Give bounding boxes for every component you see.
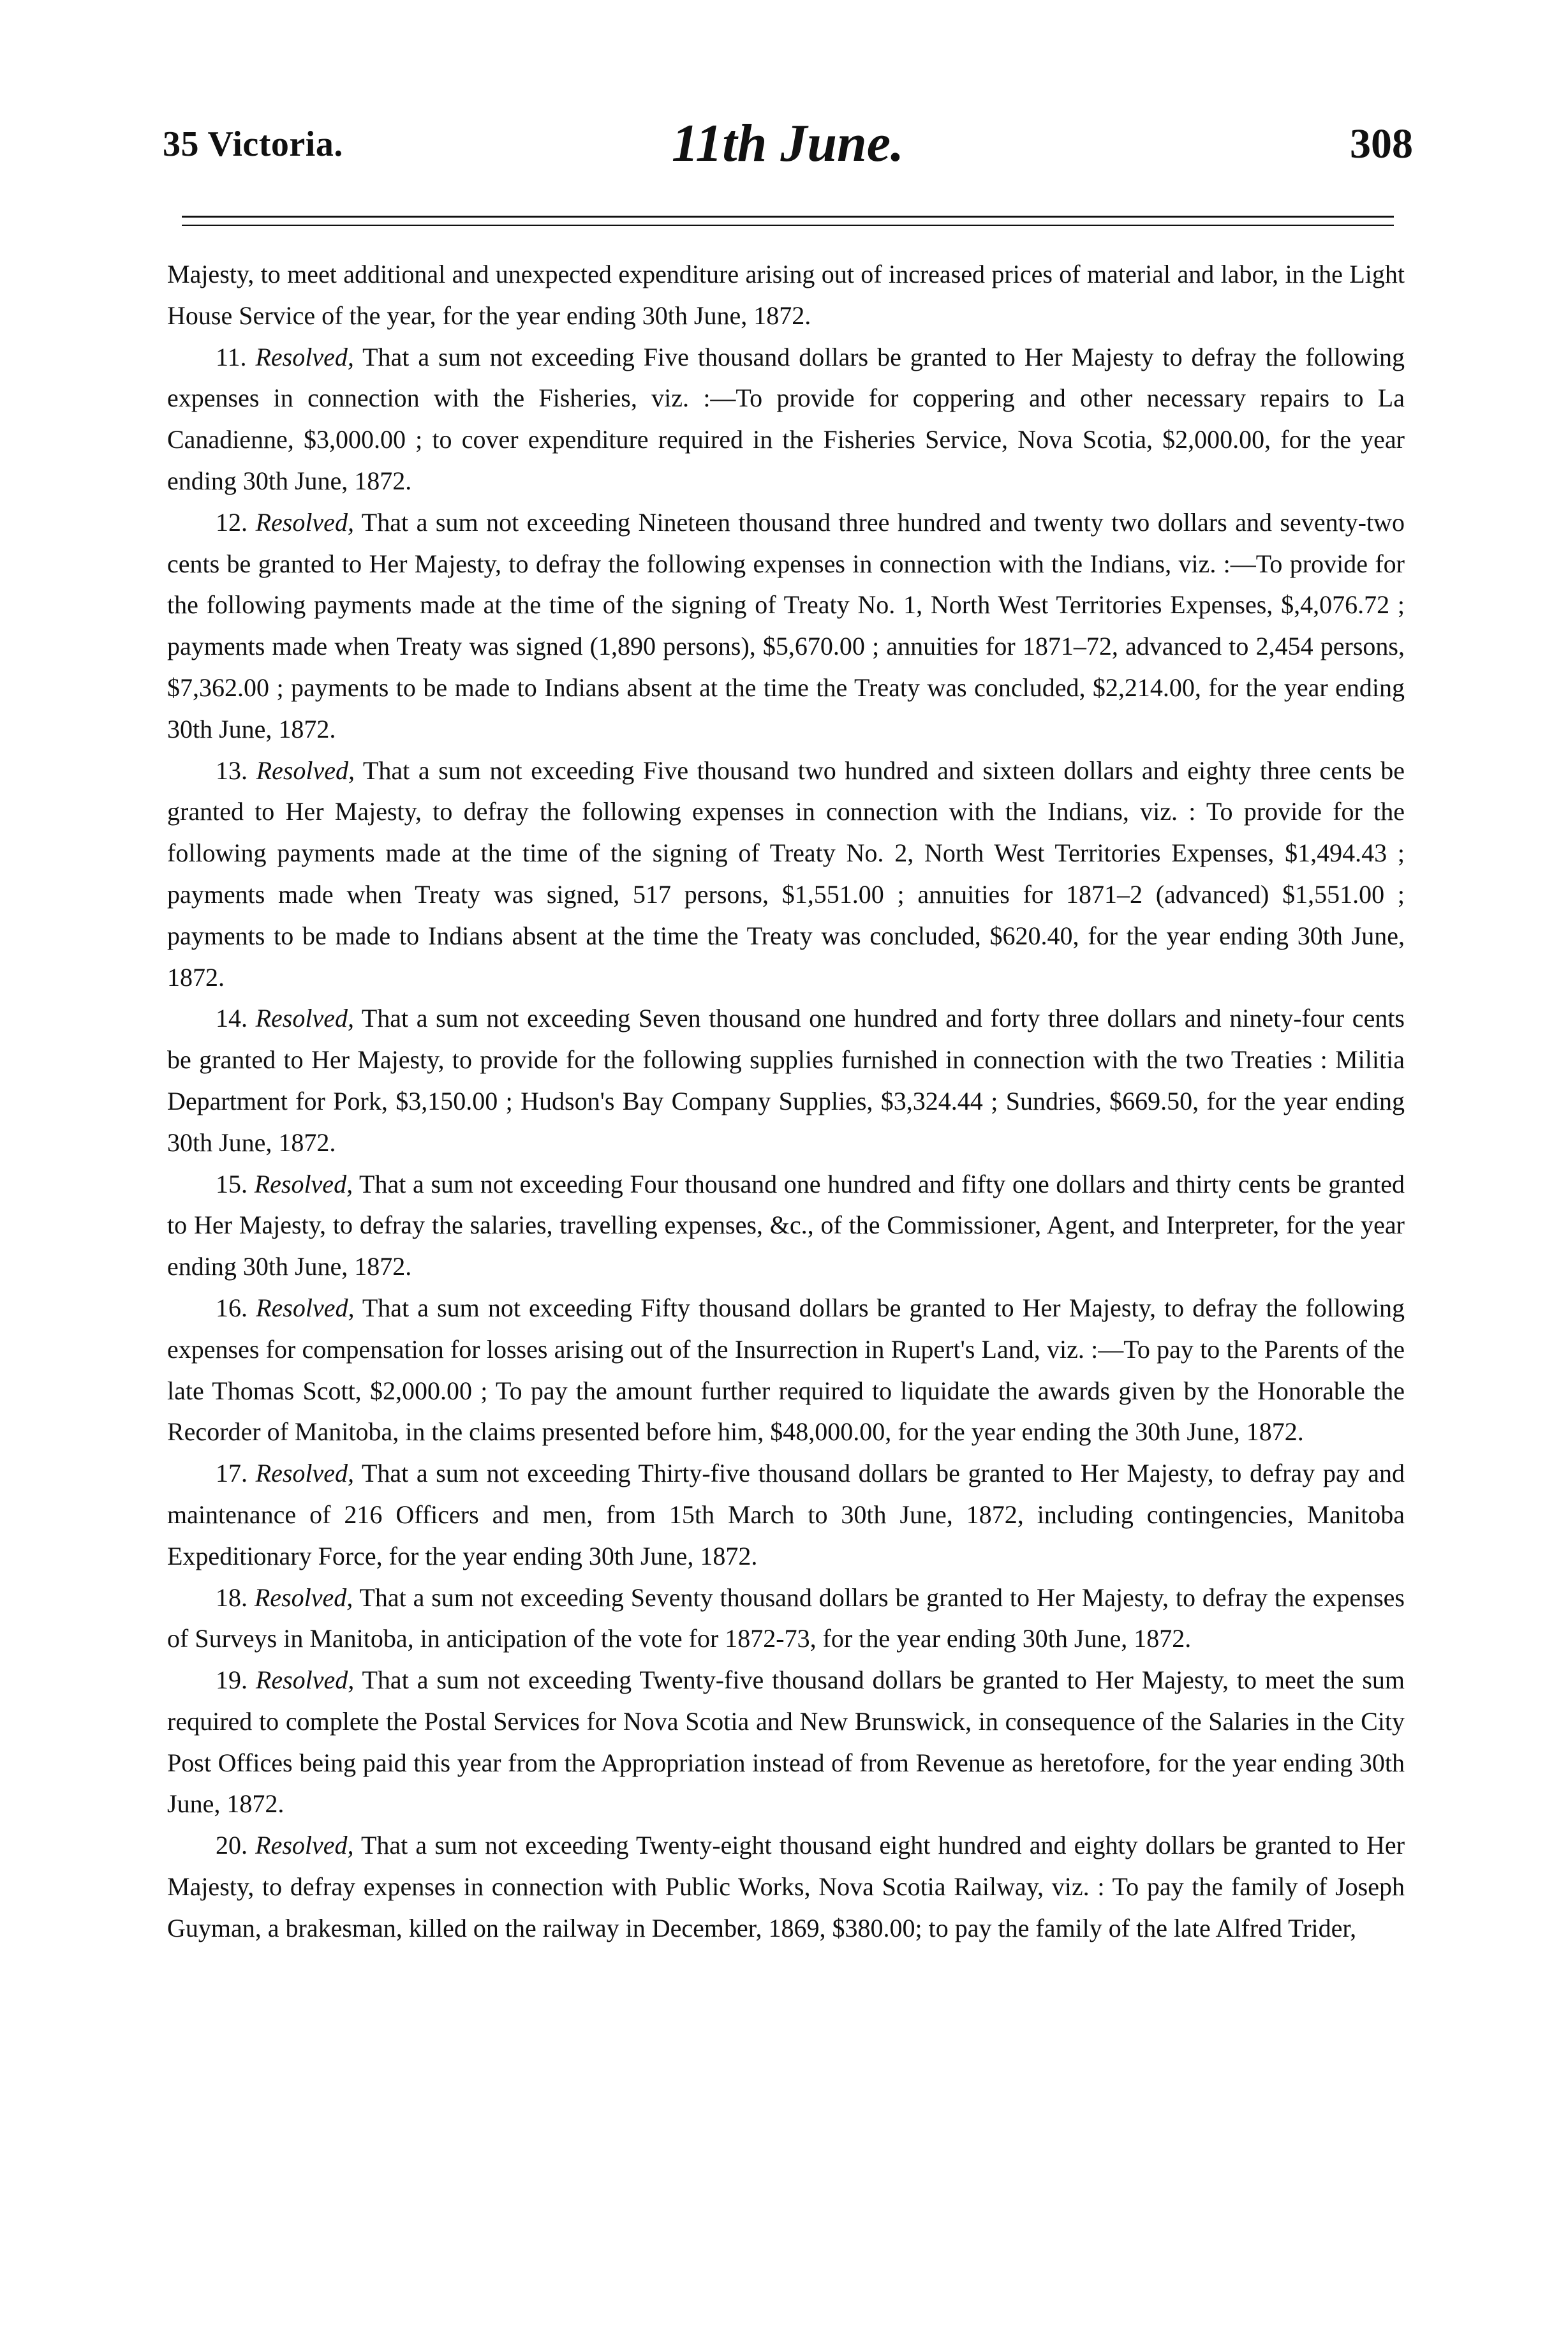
resolutions-body: [167, 254, 1405, 1949]
header-rule-bottom: [182, 225, 1394, 226]
resolution-17: [167, 1453, 1405, 1577]
resolution-text: That a sum not exceeding Five thousand dollars be granted to Her Majesty to defray the following expenses in connection with the Fisheries, viz. :—To provide for coppering and other necessary repairs to La Canadienne, $3,000.00 ; to cover expenditure required in the Fisheries Service, Nova Scotia, $2,000.00, for the year ending 30th June, 1872.: [167, 342, 1405, 495]
resolved-label: Resolved,: [255, 1004, 354, 1033]
resolution-15: [167, 1164, 1405, 1288]
resolved-label: Resolved,: [256, 1293, 355, 1322]
page-number: 308: [1350, 121, 1413, 167]
resolution-number: 20.: [216, 1831, 248, 1860]
resolution-20: [167, 1825, 1405, 1949]
resolution-13: [167, 750, 1405, 999]
resolution-19: [167, 1660, 1405, 1825]
running-head-date: 11th June.: [671, 114, 905, 173]
resolved-label: Resolved,: [255, 1831, 354, 1860]
resolution-text: That a sum not exceeding Twenty-five thousand dollars be granted to Her Majesty, to meet the sum required to complete the Postal Services for Nova Scotia and New Brunswick, in consequence of the Salaries in the City Post Offices being paid this year from the Appropriation instead of from Revenue as heretofore, for the year ending 30th June, 1872.: [167, 1665, 1405, 1819]
resolution-number: 14.: [216, 1004, 248, 1033]
header-rule-top: [182, 216, 1394, 218]
running-head-regnal-year: 35 Victoria.: [163, 124, 343, 164]
page-header: [163, 108, 1413, 179]
resolved-label: Resolved,: [254, 1583, 353, 1612]
resolution-text: That a sum not exceeding Four thousand one hundred and fifty one dollars and thirty cents be granted to Her Majesty, to defray the salaries, travelling expenses, &c., of the Commissioner, Agent, and Interpreter, for the year ending 30th June, 1872.: [167, 1169, 1405, 1281]
resolution-number: 13.: [216, 756, 248, 785]
resolved-label: Resolved,: [255, 507, 354, 537]
resolved-label: Resolved,: [255, 1459, 355, 1488]
resolution-text: That a sum not exceeding Seventy thousand dollars be granted to Her Majesty, to defray the expenses of Surveys in Manitoba, in anticipation of the vote for 1872-73, for the year ending 30th June, 1872.: [167, 1583, 1405, 1653]
resolution-text: That a sum not exceeding Thirty-five thousand dollars be granted to Her Majesty, to defray pay and maintenance of 216 Officers and men, from 15th March to 30th June, 1872, including contingencies, Manitoba Expeditionary Force, for the year ending 30th June, 1872.: [167, 1459, 1405, 1570]
resolution-number: 18.: [216, 1583, 248, 1612]
resolution-14: [167, 998, 1405, 1163]
resolution-number: 11.: [216, 342, 247, 371]
resolution-text: That a sum not exceeding Seven thousand one hundred and forty three dollars and ninety-four cents be granted to Her Majesty, to provide for the following supplies furnished in connection with the two Treaties : Militia Department for Pork, $3,150.00 ; Hudson's Bay Company Supplies, $3,324.44 ; Sundries, $669.50, for the year ending 30th June, 1872.: [167, 1004, 1405, 1157]
resolution-number: 16.: [216, 1293, 248, 1322]
resolved-label: Resolved,: [255, 342, 354, 371]
resolution-18: [167, 1577, 1405, 1660]
resolution-number: 12.: [216, 507, 248, 537]
resolution-12: [167, 502, 1405, 750]
resolved-label: Resolved,: [256, 756, 355, 785]
resolution-text: That a sum not exceeding Five thousand two hundred and sixteen dollars and eighty three cents be granted to Her Majesty, to defray the following expenses in connection with the Indians, viz. : To provide for the following payments made at the time of the signing of Treaty No. 2, North West Territories Expenses, $1,494.43 ; payments made when Treaty was signed, 517 persons, $1,551.00 ; annuities for 1871–2 (advanced) $1,551.00 ; payments to be made to Indians absent at the time the Treaty was concluded, $620.40, for the year ending 30th June, 1872.: [167, 756, 1405, 992]
resolution-11: [167, 337, 1405, 502]
resolution-16: [167, 1288, 1405, 1453]
resolution-number: 15.: [216, 1169, 248, 1198]
paragraph-continuation: [167, 254, 1405, 337]
paragraph-text: Majesty, to meet additional and unexpected expenditure arising out of increased prices of material and labor, in the Light House Service of the year, for the year ending 30th June, 1872.: [167, 260, 1405, 330]
resolved-label: Resolved,: [254, 1169, 353, 1198]
resolution-text: That a sum not exceeding Nineteen thousand three hundred and twenty two dollars and seventy-two cents be granted to Her Majesty, to defray the following expenses in connection with the Indians, viz. :—To provide for the following payments made at the time of the signing of Treaty No. 1, North West Territories Expenses, $,4,076.72 ; payments made when Treaty was signed (1,890 persons), $5,670.00 ; annuities for 1871–72, advanced to 2,454 persons, $7,362.00 ; payments to be made to Indians absent at the time the Treaty was concluded, $2,214.00, for the year ending 30th June, 1872.: [167, 507, 1405, 743]
resolution-text: That a sum not exceeding Twenty-eight thousand eight hundred and eighty dollars be granted to Her Majesty, to defray expenses in connection with Public Works, Nova Scotia Railway, viz. : To pay the family of Joseph Guyman, a brakesman, killed on the railway in December, 1869, $380.00; to pay the family of the late Alfred Trider,: [167, 1831, 1405, 1942]
resolution-text: That a sum not exceeding Fifty thousand dollars be granted to Her Majesty, to defray the following expenses for compensation for losses arising out of the Insurrection in Rupert's Land, viz. :—To pay to the Parents of the late Thomas Scott, $2,000.00 ; To pay the amount further required to liquidate the awards given by the Honorable the Recorder of Manitoba, in the claims presented before him, $48,000.00, for the year ending the 30th June, 1872.: [167, 1293, 1405, 1447]
resolution-number: 17.: [216, 1459, 248, 1488]
resolved-label: Resolved,: [255, 1665, 355, 1695]
resolution-number: 19.: [216, 1665, 248, 1695]
